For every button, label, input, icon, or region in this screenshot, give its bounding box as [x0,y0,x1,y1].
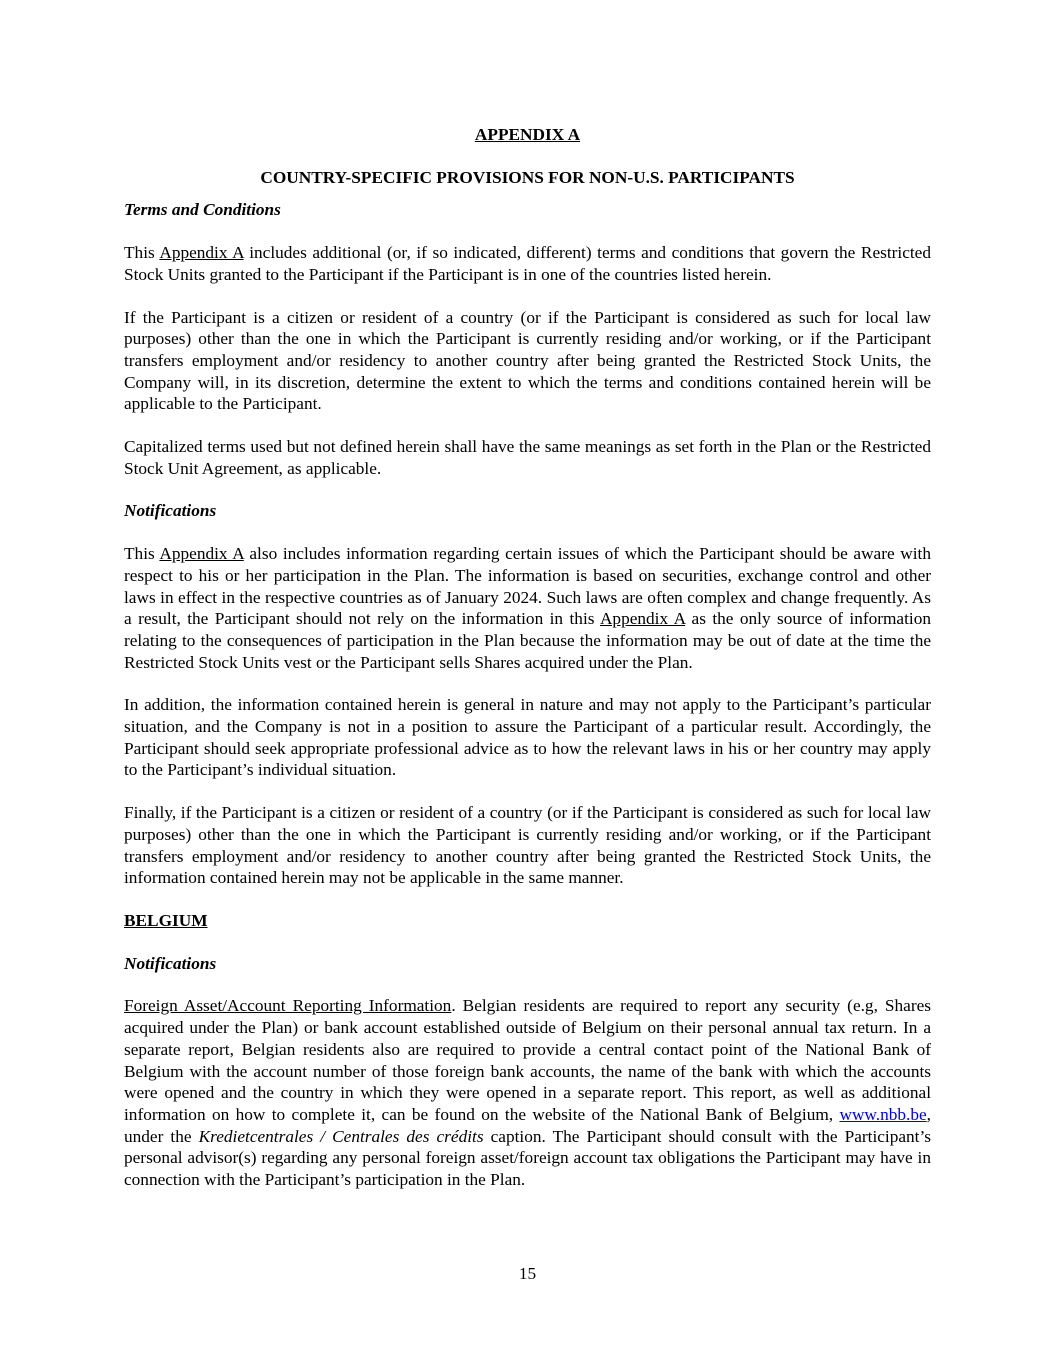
appendix-subtitle: COUNTRY-SPECIFIC PROVISIONS FOR NON-U.S. PARTICIPANTS [260,167,795,187]
paragraph-notifications: This Appendix A also includes information regarding certain issues of which the Participant should be aware with respect to his or her participation in the Plan. The information is based on securities, exchange control and other laws in effect in the respective countries as of January 2024. Such laws are often complex and change frequently. As a result, the Participant should not rely on the information in this Appendix A as the only source of information relating to the consequences of participation in the Plan because the information may be out of date at the time the Restricted Stock Units vest or the Participant sells Shares acquired under the Plan. [124,544,931,672]
appendix-reference: Appendix A [159,544,244,564]
paragraph-capitalized-terms: Capitalized terms used but not defined herein shall have the same meanings as set forth in the Plan or the Restricted Stock Unit Agreement, as applicable. [124,437,931,478]
paragraph-residency: If the Participant is a citizen or resident of a country (or if the Participant is considered as such for local law purposes) other than the one in which the Participant is currently residing and/or working, or if the Participant transfers employment and/or residency to another country after being granted the Restricted Stock Units, the Company will, in its discretion, determine the extent to which the terms and conditions contained herein will be applicable to the Participant. [124,307,931,414]
paragraph-intro: This Appendix A includes additional (or, if so indicated, different) terms and conditions that govern the Restricted Stock Units granted to the Participant if the Participant is in one of the countries listed herein. [124,243,931,284]
page-number: 15 [518,1264,537,1283]
caption-name: Kredietcentrales / Centrales des crédits [198,1126,484,1146]
paragraph-general-nature: In addition, the information contained herein is general in nature and may not apply to the Participant’s particular situation, and the Company is not in a position to assure the Participant of a particular result. Accordingly, the Participant should seek appropriate professional advice as to how the relevant laws in his or her country may apply to the Participant’s individual situation. [124,695,931,780]
country-heading-belgium: BELGIUM [124,910,208,930]
reporting-label: Foreign Asset/Account Reporting Information [124,996,452,1016]
appendix-title: APPENDIX A [474,125,581,144]
terms-heading: Terms and Conditions [124,200,281,220]
paragraph-finally: Finally, if the Participant is a citizen or resident of a country (or if the Participant is considered as such for local law purposes) other than the one in which the Participant is currently residing and/or working, or if the Participant transfers employment and/or residency to another country after being granted the Restricted Stock Units, the information contained herein may not be applicable in the same manner. [124,803,931,888]
paragraph-belgium-reporting: Foreign Asset/Account Reporting Information. Belgian residents are required to report any security (e.g, Shares acquired under the Plan) or bank account established outside of Belgium on their personal annual tax return. In a separate report, Belgian residents also are required to provide a central contact point of the National Bank of Belgium with the account number of those foreign bank accounts, the name of the bank with which the accounts were opened and the country in which they were opened in a separate report. This report, as well as additional information on how to complete it, can be found on the website of the National Bank of Belgium, www.nbb.be, under the Kredietcentrales / Centrales des crédits caption. The Participant should consult with the Participant’s personal advisor(s) regarding any personal foreign asset/foreign account tax obligations the Participant may have in connection with the Participant’s participation in the Plan. [124,996,932,1190]
nbb-website-link[interactable]: www.nbb.be [839,1104,927,1124]
appendix-reference: Appendix A [159,243,244,263]
document-page [124,124,931,1191]
appendix-reference: Appendix A [599,609,686,629]
notifications-heading: Notifications [124,501,217,521]
belgium-notifications-heading: Notifications [124,953,217,973]
